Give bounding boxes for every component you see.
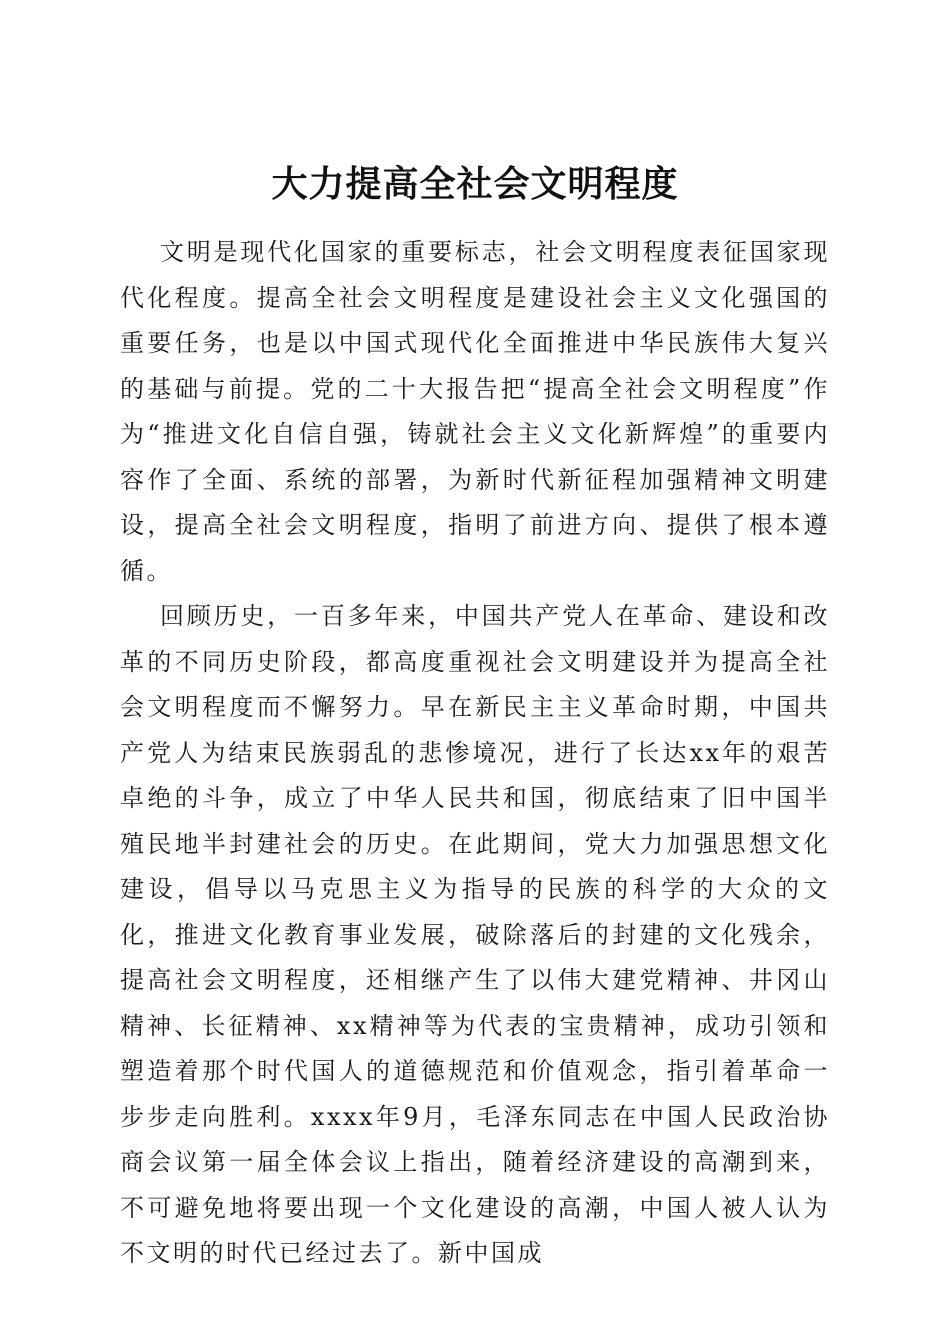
paragraph-1: 文明是现代化国家的重要标志，社会文明程度表征国家现代化程度。提高全社会文明程度是建设社会主义文化强国的重要任务，也是以中国式现代化全面推进中华民族伟大复兴的基础与前提。党的二十大报告把“提高全社会文明程度”作为“推进文化自信自强，铸就社会主义文化新辉煌”的重要内容作了全面、系统的部署，为新时代新征程加强精神文明建设，提高全社会文明程度，指明了前进方向、提供了根本遵循。 bbox=[120, 238, 830, 585]
paragraph-2: 回顾历史，一百多年来，中国共产党人在革命、建设和改革的不同历史阶段，都高度重视社会文明建设并为提高全社会文明程度而不懈努力。早在新民主主义革命时期，中国共产党人为结束民族弱乱的悲惨境况，进行了长达xx年的艰苦卓绝的斗争，成立了中华人民共和国，彻底结束了旧中国半殖民地半封建社会的历史。在此期间，党大力加强思想文化建设，倡导以马克思主义为指导的民族的科学的大众的文化，推进文化教育事业发展，破除落后的封建的文化残余，提高社会文明程度，还相继产生了以伟大建党精神、井冈山精神、长征精神、xx精神等为代表的宝贵精神，成功引领和塑造着那个时代国人的道德规范和价值观念，指引着革命一步步走向胜利。xxxx年9月，毛泽东同志在中国人民政治协商会议第一届全体会议上指出，随着经济建设的高潮到来，不可避免地将要出现一个文化建设的高潮，中国人被人认为不文明的时代已经过去了。新中国成 bbox=[120, 602, 830, 1267]
document-body bbox=[120, 230, 830, 1277]
document-title: 大力提高全社会文明程度 bbox=[271, 163, 679, 206]
